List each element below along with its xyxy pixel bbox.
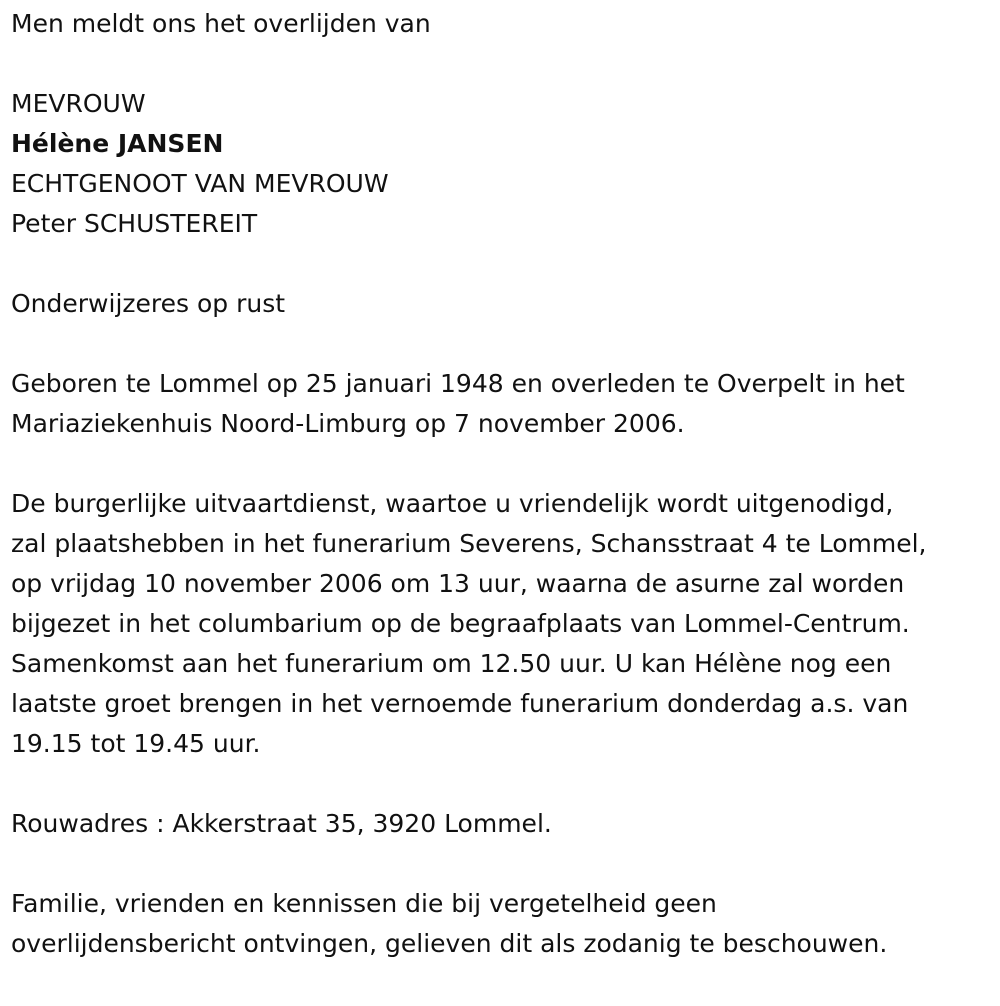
ceremony-paragraph xyxy=(11,484,996,764)
closing-paragraph xyxy=(11,884,996,964)
paragraph-line: Samenkomst aan het funerarium om 12.50 uur. U kan Hélène nog een xyxy=(11,649,892,678)
paragraph-line: 19.15 tot 19.45 uur. xyxy=(11,729,261,758)
mourning-address: Rouwadres : Akkerstraat 35, 3920 Lommel. xyxy=(11,809,552,838)
paragraph-line: bijgezet in het columbarium op de begraafplaats van Lommel-Centrum. xyxy=(11,609,910,638)
paragraph-line: Geboren te Lommel op 25 januari 1948 en overleden te Overpelt in het xyxy=(11,369,905,398)
paragraph-line: Mariaziekenhuis Noord-Limburg op 7 november 2006. xyxy=(11,409,685,438)
spacer xyxy=(11,764,996,804)
paragraph-line: laatste groet brengen in het vernoemde funerarium donderdag a.s. van xyxy=(11,689,909,718)
paragraph-line: overlijdensbericht ontvingen, gelieven dit als zodanig te beschouwen. xyxy=(11,929,888,958)
obituary-notice xyxy=(11,4,996,964)
intro-text: Men meldt ons het overlijden van xyxy=(11,9,431,38)
deceased-name: Hélène JANSEN xyxy=(11,129,224,158)
spouse-name: Peter SCHUSTEREIT xyxy=(11,209,258,238)
paragraph-line: Familie, vrienden en kennissen die bij vergetelheid geen xyxy=(11,889,717,918)
paragraph-line: zal plaatshebben in het funerarium Severens, Schansstraat 4 te Lommel, xyxy=(11,529,927,558)
paragraph-line: De burgerlijke uitvaartdienst, waartoe u vriendelijk wordt uitgenodigd, xyxy=(11,489,894,518)
deceased-title: MEVROUW xyxy=(11,89,146,118)
paragraph-line: op vrijdag 10 november 2006 om 13 uur, waarna de asurne zal worden xyxy=(11,569,905,598)
spacer xyxy=(11,444,996,484)
occupation-text: Onderwijzeres op rust xyxy=(11,289,286,318)
birth-death-paragraph xyxy=(11,364,996,444)
relation-text: ECHTGENOOT VAN MEVROUW xyxy=(11,169,389,198)
spacer xyxy=(11,324,996,364)
spacer xyxy=(11,44,996,84)
deceased-block xyxy=(11,84,996,244)
spacer xyxy=(11,244,996,284)
spacer xyxy=(11,844,996,884)
